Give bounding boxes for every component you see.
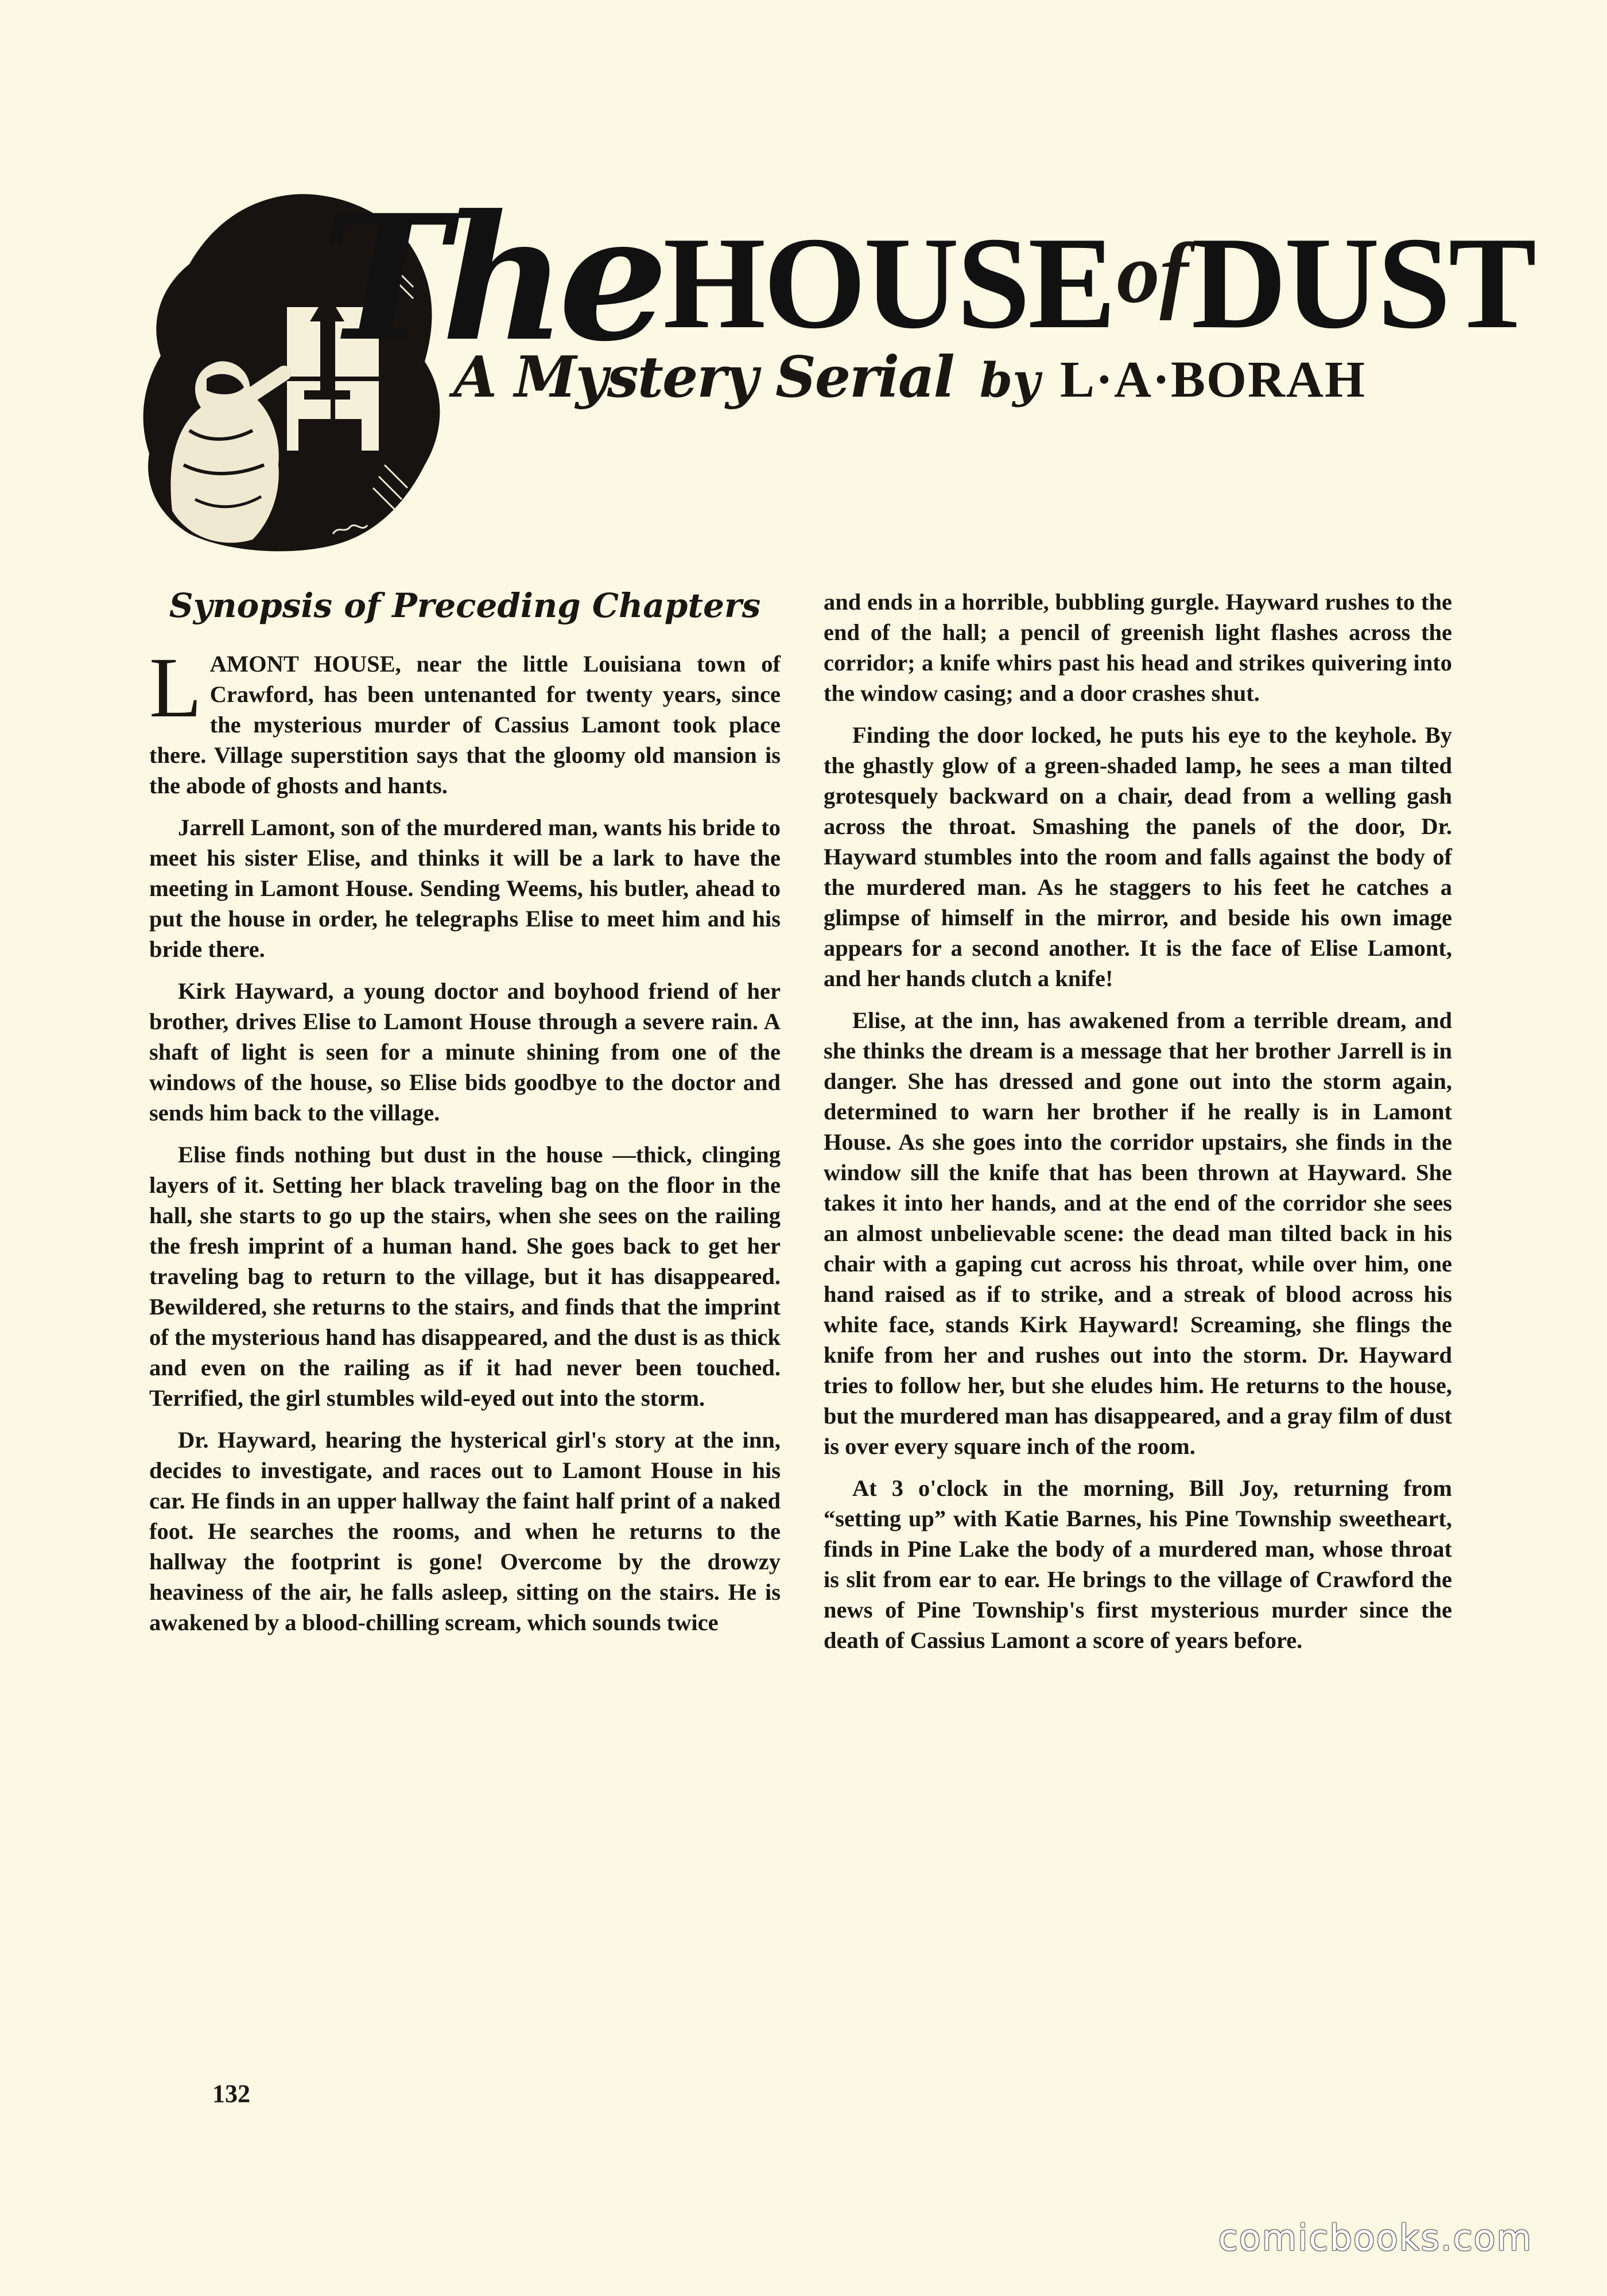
synopsis-paragraph: At 3 o'clock in the morning, Bill Joy, returning from “setting up” with Katie Barnes, his Pine Township sweetheart, finds in Pine Lake the body of a murdered man, whose throat is slit from ear to ear. He brings to the village of Crawford the news of Pine Township's first mysterious murder since the death of Cassius Lamont a score of years before.	[824, 1475, 1452, 1653]
story-subtitle	[453, 344, 1486, 425]
title-word-of: of	[1116, 226, 1189, 321]
title-word-dust: DUST	[1191, 210, 1535, 356]
author-name: L·A·BORAH	[1059, 351, 1367, 408]
synopsis-paragraph: Jarrell Lamont, son of the murdered man, wants his bride to meet his sister Elise, and thinks it will be a lark to have the meeting in Lamont House. Sending Weems, his butler, ahead to put the house in order, he telegraphs Elise to meet him and his bride there.	[149, 815, 781, 962]
synopsis-paragraph: Elise, at the inn, has awakened from a terrible dream, and she thinks the dream is a message that her brother Jarrell is in danger. She has dressed and gone out into the storm again, determined to warn her brother if he really is in Lamont House. As she goes into the corridor upstairs, she finds in the window sill the knife that has been thrown at Hayward. She takes it into her hands, and at the end of the corridor she sees an almost unbelievable scene: the dead man tilted back in his chair with a gaping cut across his throat, while over him, one hand raised as if to strike, and a streak of blood across his white face, stands Kirk Hayward! Screaming, she flings the knife from her and rushes out into the storm. Dr. Hayward tries to follow her, but she eludes him. He returns to the house, but the murdered man has disappeared, and a gray film of dust is over every square inch of the room.	[824, 1007, 1452, 1459]
subtitle-text: A Mystery Serial	[453, 344, 954, 410]
left-column	[149, 585, 781, 1649]
byline-by: by	[979, 353, 1040, 408]
synopsis-paragraph: Dr. Hayward, hearing the hysterical girl's story at the inn, decides to investigate, and races out to Lamont House in his car. He finds in an upper hallway the faint half print of a naked foot. He searches the rooms, and when he returns to the hallway the footprint is gone! Overcome by the drowzy heaviness of the air, he falls asleep, sitting on the stairs. He is awakened by a blood-chilling scream, which sounds twice	[149, 1427, 781, 1635]
first-paragraph-text: AMONT HOUSE, near the little Louisiana town of Crawford, has been untenanted for twenty years, since the mysterious murder of Cassius Lamont took place there. Village superstition says that the gloomy old mansion is the abode of ghosts and hants.	[149, 651, 781, 798]
synopsis-paragraph-continued: and ends in a horrible, bubbling gurgle. Hayward rushes to the end of the hall; a pencil of greenish light flashes across the corridor; a knife whirs past his head and strikes quivering into the window casing; and a door crashes shut.	[824, 589, 1452, 706]
right-column	[824, 587, 1452, 1667]
watermark: comicbooks.com	[1218, 2217, 1532, 2259]
synopsis-paragraph: Finding the door locked, he puts his eye to the keyhole. By the ghastly glow of a green-shaded lamp, he sees a man tilted grotesquely backward on a chair, dead from a welling gash across the throat. Smashing the panels of the door, Dr. Hayward stumbles into the room and falls against the body of the murdered man. As he staggers to his feet he catches a glimpse of himself in the mirror, and beside his own image appears for a second another. It is the face of Elise Lamont, and her hands clutch a knife!	[824, 722, 1452, 991]
page-number: 132	[212, 2080, 250, 2108]
drop-cap: L	[149, 640, 202, 735]
title-word-house: HOUSE	[663, 210, 1114, 356]
title-word-the: The	[321, 177, 661, 379]
synopsis-paragraph	[149, 640, 781, 801]
synopsis-heading: Synopsis of Preceding Chapters	[169, 586, 761, 625]
synopsis-paragraph: Kirk Hayward, a young doctor and boyhood friend of her brother, drives Elise to Lamont House through a severe rain. A shaft of light is seen for a minute shining from one of the windows of the house, so Elise bids goodbye to the doctor and sends him back to the village.	[149, 978, 781, 1126]
synopsis-paragraph: Elise finds nothing but dust in the house —thick, clinging layers of it. Setting her black traveling bag on the floor in the hall, she starts to go up the stairs, when she sees on the railing the fresh imprint of a human hand. She goes back to get her traveling bag to return to the village, but it has disappeared. Bewildered, she returns to the stairs, and finds that the imprint of the mysterious hand has disappeared, and the dust is as thick and even on the railing as if it had never been touched. Terrified, the girl stumbles wild-eyed out into the storm.	[149, 1142, 781, 1411]
